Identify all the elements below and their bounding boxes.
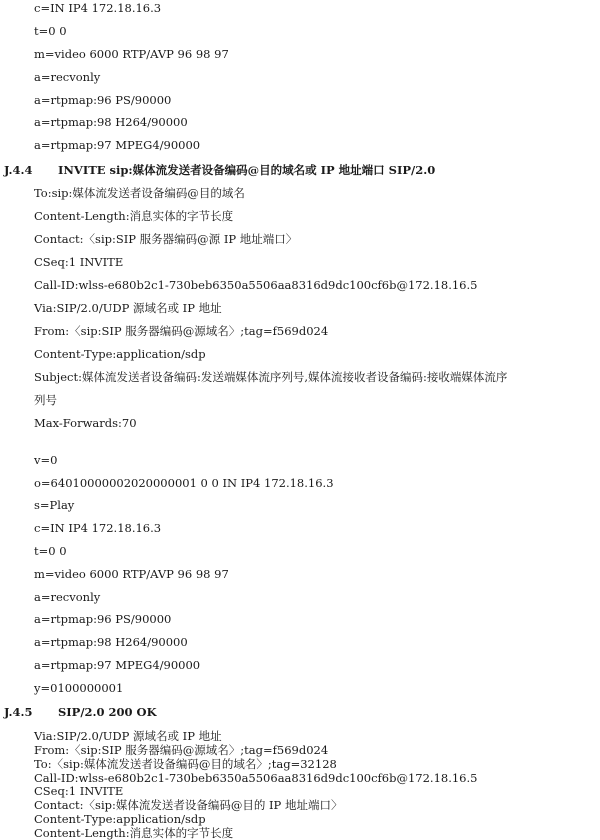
sdp-line: t=0 0 (34, 544, 67, 558)
sdp-line: a=rtpmap:96 PS/90000 (34, 612, 172, 626)
section-title: SIP/2.0 200 OK (58, 705, 157, 719)
sdp-line: c=IN IP4 172.18.16.3 (34, 1, 162, 15)
sdp-line: s=Play (34, 498, 75, 512)
sip-header-line: From:〈sip:SIP 服务器编码@源域名〉;tag=f569d024 (34, 743, 329, 757)
sip-header-line: Subject:媒体流发送者设备编码:发送端媒体流序列号,媒体流接收者设备编码:接收端媒体流序 (34, 370, 508, 384)
sip-header-line: CSeq:1 INVITE (34, 255, 124, 269)
sdp-line: v=0 (34, 453, 58, 467)
sdp-line: a=rtpmap:98 H264/90000 (34, 635, 188, 649)
section-title: INVITE sip:媒体流发送者设备编码@目的域名或 IP 地址端口 SIP/2.0 (58, 163, 436, 177)
sdp-line: a=rtpmap:97 MPEG4/90000 (34, 138, 201, 152)
sdp-line: m=video 6000 RTP/AVP 96 98 97 (34, 47, 229, 61)
sip-header-line: Contact:〈sip:媒体流发送者设备编码@目的 IP 地址端口〉 (34, 798, 343, 812)
section-heading-j44 (4, 163, 435, 177)
sip-header-line: Call-ID:wlss-e680b2c1-730beb6350a5506aa8316d9dc100cf6b@172.18.16.5 (34, 771, 478, 785)
sdp-line: o=64010000002020000001 0 0 IN IP4 172.18.16.3 (34, 476, 334, 490)
section-number: J.4.4 (4, 163, 33, 177)
sip-header-line: Contact:〈sip:SIP 服务器编码@源 IP 地址端口〉 (34, 232, 298, 246)
sdp-line: a=rtpmap:96 PS/90000 (34, 93, 172, 107)
sip-header-line: Content-Type:application/sdp (34, 347, 206, 361)
section-heading-j45 (4, 705, 157, 719)
sip-header-line: Via:SIP/2.0/UDP 源域名或 IP 地址 (34, 301, 222, 315)
sip-header-line: Content-Length:消息实体的字节长度 (34, 826, 234, 840)
sdp-line: t=0 0 (34, 24, 67, 38)
sip-header-line: To:〈sip:媒体流发送者设备编码@目的域名〉;tag=32128 (34, 757, 337, 771)
section-number: J.4.5 (4, 705, 33, 719)
sdp-line: c=IN IP4 172.18.16.3 (34, 521, 162, 535)
sip-header-line: Call-ID:wlss-e680b2c1-730beb6350a5506aa8316d9dc100cf6b@172.18.16.5 (34, 278, 478, 292)
sdp-line: y=0100000001 (34, 681, 124, 695)
sip-header-line: To:sip:媒体流发送者设备编码@目的域名 (34, 186, 245, 200)
sdp-line: a=rtpmap:98 H264/90000 (34, 115, 188, 129)
sip-header-line: Via:SIP/2.0/UDP 源域名或 IP 地址 (34, 729, 222, 743)
sdp-line: a=recvonly (34, 70, 101, 84)
sdp-line: a=rtpmap:97 MPEG4/90000 (34, 658, 201, 672)
sip-header-line: 列号 (34, 393, 57, 407)
sdp-line: m=video 6000 RTP/AVP 96 98 97 (34, 567, 229, 581)
sip-header-line: Max-Forwards:70 (34, 416, 137, 430)
sip-header-line: Content-Length:消息实体的字节长度 (34, 209, 234, 223)
sip-header-line: From:〈sip:SIP 服务器编码@源域名〉;tag=f569d024 (34, 324, 329, 338)
sip-header-line: CSeq:1 INVITE (34, 784, 124, 798)
sip-header-line: Content-Type:application/sdp (34, 812, 206, 826)
sdp-line: a=recvonly (34, 590, 101, 604)
